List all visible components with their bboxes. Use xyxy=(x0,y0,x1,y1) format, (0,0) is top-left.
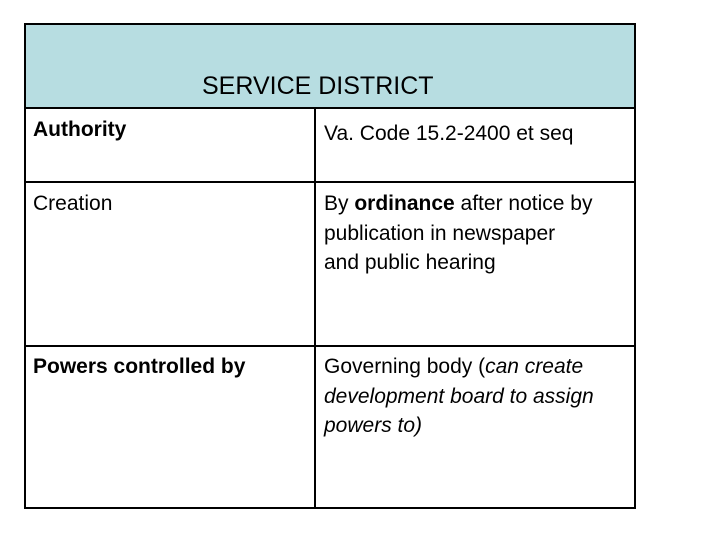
powers-value-plain: Governing body ( xyxy=(324,355,486,378)
row-divider-1 xyxy=(26,181,634,183)
creation-value-bold: ordinance xyxy=(354,192,455,215)
creation-value-line-2: publication in newspaper xyxy=(324,221,556,245)
table-header-row xyxy=(26,25,634,109)
powers-value-line-2 xyxy=(324,382,638,412)
column-divider xyxy=(314,109,316,507)
powers-value-italic-2: development board to assign xyxy=(324,384,594,408)
table-title: SERVICE DISTRICT xyxy=(202,72,434,100)
creation-value-line-1 xyxy=(324,189,638,219)
powers-value-italic-3: powers to) xyxy=(324,414,423,437)
powers-label: Powers controlled by xyxy=(33,355,246,378)
creation-value-rest: after notice by xyxy=(454,192,593,215)
powers-value-italic-1: can create xyxy=(485,355,584,378)
creation-label: Creation xyxy=(33,192,113,215)
powers-value-line-3 xyxy=(324,411,638,441)
authority-label: Authority xyxy=(33,118,127,141)
service-district-table xyxy=(24,23,636,509)
row-divider-2 xyxy=(26,345,634,347)
creation-value xyxy=(324,189,638,278)
authority-value: Va. Code 15.2-2400 et seq xyxy=(324,122,574,145)
creation-value-prefix: By xyxy=(324,192,355,215)
creation-value-line-3: and public hearing xyxy=(324,251,496,274)
powers-value-line-1 xyxy=(324,352,638,382)
powers-value xyxy=(324,352,638,441)
